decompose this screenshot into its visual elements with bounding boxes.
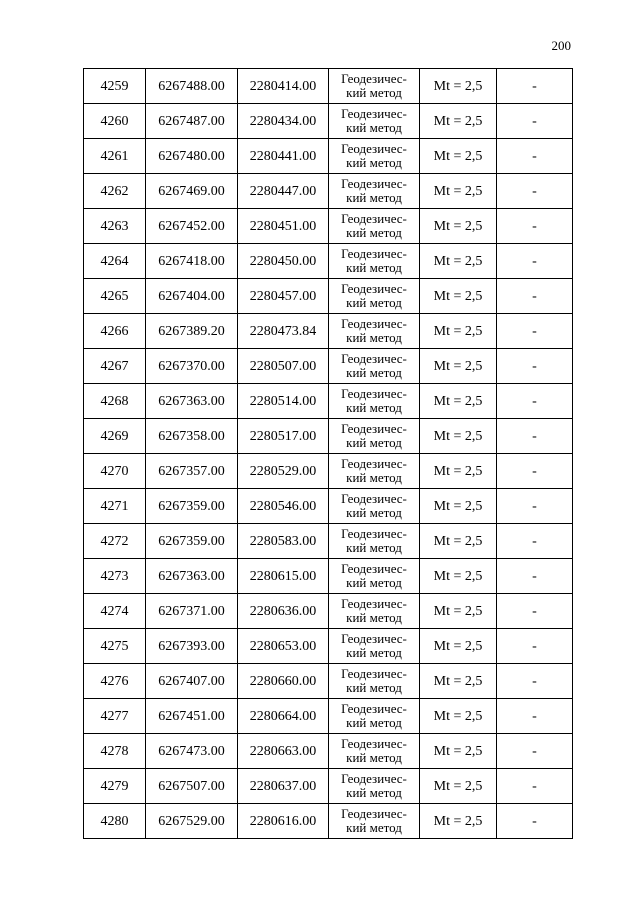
method-line-2: кий метод <box>346 295 402 310</box>
method-cell <box>329 734 420 769</box>
point-number-cell: 4272 <box>84 524 146 559</box>
method-line-2: кий метод <box>346 470 402 485</box>
table-row <box>84 769 573 804</box>
method-line-2: кий метод <box>346 540 402 555</box>
method-cell <box>329 524 420 559</box>
method-cell <box>329 559 420 594</box>
table-row <box>84 279 573 314</box>
y-coordinate-cell: 2280473.84 <box>238 314 329 349</box>
accuracy-cell: Mt = 2,5 <box>420 454 497 489</box>
x-coordinate-cell: 6267363.00 <box>146 384 238 419</box>
point-number-cell: 4269 <box>84 419 146 454</box>
method-cell <box>329 314 420 349</box>
table-row <box>84 489 573 524</box>
point-number-cell: 4259 <box>84 69 146 104</box>
method-line-2: кий метод <box>346 330 402 345</box>
accuracy-cell: Mt = 2,5 <box>420 174 497 209</box>
method-line-2: кий метод <box>346 225 402 240</box>
method-line-2: кий метод <box>346 820 402 835</box>
point-number-cell: 4263 <box>84 209 146 244</box>
method-cell <box>329 279 420 314</box>
x-coordinate-cell: 6267359.00 <box>146 524 238 559</box>
accuracy-cell: Mt = 2,5 <box>420 244 497 279</box>
point-number-cell: 4266 <box>84 314 146 349</box>
x-coordinate-cell: 6267389.20 <box>146 314 238 349</box>
x-coordinate-cell: 6267452.00 <box>146 209 238 244</box>
method-cell <box>329 804 420 839</box>
table-row <box>84 419 573 454</box>
point-number-cell: 4271 <box>84 489 146 524</box>
method-line-1: Геодезичес- <box>341 631 407 646</box>
y-coordinate-cell: 2280414.00 <box>238 69 329 104</box>
y-coordinate-cell: 2280663.00 <box>238 734 329 769</box>
method-cell <box>329 594 420 629</box>
x-coordinate-cell: 6267451.00 <box>146 699 238 734</box>
note-cell: - <box>497 769 573 804</box>
method-line-1: Геодезичес- <box>341 771 407 786</box>
accuracy-cell: Mt = 2,5 <box>420 559 497 594</box>
method-line-1: Геодезичес- <box>341 176 407 191</box>
y-coordinate-cell: 2280546.00 <box>238 489 329 524</box>
method-line-1: Геодезичес- <box>341 421 407 436</box>
y-coordinate-cell: 2280636.00 <box>238 594 329 629</box>
note-cell: - <box>497 804 573 839</box>
point-number-cell: 4278 <box>84 734 146 769</box>
method-line-2: кий метод <box>346 715 402 730</box>
method-cell <box>329 104 420 139</box>
table-row <box>84 804 573 839</box>
note-cell: - <box>497 524 573 559</box>
note-cell: - <box>497 174 573 209</box>
x-coordinate-cell: 6267488.00 <box>146 69 238 104</box>
method-line-1: Геодезичес- <box>341 106 407 121</box>
method-cell <box>329 139 420 174</box>
y-coordinate-cell: 2280450.00 <box>238 244 329 279</box>
table-row <box>84 454 573 489</box>
x-coordinate-cell: 6267363.00 <box>146 559 238 594</box>
x-coordinate-cell: 6267480.00 <box>146 139 238 174</box>
method-line-1: Геодезичес- <box>341 386 407 401</box>
table-row <box>84 349 573 384</box>
table-row <box>84 314 573 349</box>
method-line-1: Геодезичес- <box>341 596 407 611</box>
page-number: 200 <box>551 38 571 53</box>
x-coordinate-cell: 6267359.00 <box>146 489 238 524</box>
method-line-1: Геодезичес- <box>341 561 407 576</box>
x-coordinate-cell: 6267404.00 <box>146 279 238 314</box>
accuracy-cell: Mt = 2,5 <box>420 69 497 104</box>
method-cell <box>329 454 420 489</box>
y-coordinate-cell: 2280434.00 <box>238 104 329 139</box>
note-cell: - <box>497 454 573 489</box>
point-number-cell: 4279 <box>84 769 146 804</box>
note-cell: - <box>497 209 573 244</box>
method-line-1: Геодезичес- <box>341 526 407 541</box>
method-line-2: кий метод <box>346 575 402 590</box>
accuracy-cell: Mt = 2,5 <box>420 769 497 804</box>
point-number-cell: 4270 <box>84 454 146 489</box>
note-cell: - <box>497 104 573 139</box>
method-line-2: кий метод <box>346 155 402 170</box>
table-row <box>84 244 573 279</box>
x-coordinate-cell: 6267407.00 <box>146 664 238 699</box>
method-line-2: кий метод <box>346 505 402 520</box>
point-number-cell: 4264 <box>84 244 146 279</box>
method-line-2: кий метод <box>346 785 402 800</box>
note-cell: - <box>497 384 573 419</box>
method-line-1: Геодезичес- <box>341 71 407 86</box>
note-cell: - <box>497 699 573 734</box>
y-coordinate-cell: 2280616.00 <box>238 804 329 839</box>
method-cell <box>329 699 420 734</box>
y-coordinate-cell: 2280653.00 <box>238 629 329 664</box>
y-coordinate-cell: 2280660.00 <box>238 664 329 699</box>
x-coordinate-cell: 6267469.00 <box>146 174 238 209</box>
note-cell: - <box>497 314 573 349</box>
method-line-1: Геодезичес- <box>341 211 407 226</box>
y-coordinate-cell: 2280664.00 <box>238 699 329 734</box>
method-line-2: кий метод <box>346 365 402 380</box>
y-coordinate-cell: 2280457.00 <box>238 279 329 314</box>
table-row <box>84 209 573 244</box>
table-row <box>84 174 573 209</box>
note-cell: - <box>497 244 573 279</box>
method-cell <box>329 489 420 524</box>
accuracy-cell: Mt = 2,5 <box>420 279 497 314</box>
method-cell <box>329 69 420 104</box>
method-line-1: Геодезичес- <box>341 281 407 296</box>
accuracy-cell: Mt = 2,5 <box>420 489 497 524</box>
x-coordinate-cell: 6267473.00 <box>146 734 238 769</box>
accuracy-cell: Mt = 2,5 <box>420 699 497 734</box>
method-line-2: кий метод <box>346 260 402 275</box>
accuracy-cell: Mt = 2,5 <box>420 209 497 244</box>
note-cell: - <box>497 349 573 384</box>
method-line-2: кий метод <box>346 680 402 695</box>
x-coordinate-cell: 6267358.00 <box>146 419 238 454</box>
method-cell <box>329 349 420 384</box>
method-cell <box>329 769 420 804</box>
accuracy-cell: Mt = 2,5 <box>420 664 497 699</box>
method-line-1: Геодезичес- <box>341 701 407 716</box>
method-line-1: Геодезичес- <box>341 246 407 261</box>
y-coordinate-cell: 2280517.00 <box>238 419 329 454</box>
x-coordinate-cell: 6267370.00 <box>146 349 238 384</box>
method-line-1: Геодезичес- <box>341 141 407 156</box>
method-line-2: кий метод <box>346 750 402 765</box>
method-cell <box>329 209 420 244</box>
point-number-cell: 4265 <box>84 279 146 314</box>
method-line-2: кий метод <box>346 435 402 450</box>
point-number-cell: 4261 <box>84 139 146 174</box>
y-coordinate-cell: 2280529.00 <box>238 454 329 489</box>
y-coordinate-cell: 2280507.00 <box>238 349 329 384</box>
note-cell: - <box>497 594 573 629</box>
y-coordinate-cell: 2280441.00 <box>238 139 329 174</box>
x-coordinate-cell: 6267371.00 <box>146 594 238 629</box>
method-cell <box>329 174 420 209</box>
note-cell: - <box>497 664 573 699</box>
table-row <box>84 559 573 594</box>
y-coordinate-cell: 2280514.00 <box>238 384 329 419</box>
point-number-cell: 4276 <box>84 664 146 699</box>
point-number-cell: 4260 <box>84 104 146 139</box>
method-cell <box>329 629 420 664</box>
point-number-cell: 4277 <box>84 699 146 734</box>
note-cell: - <box>497 139 573 174</box>
table-body <box>84 69 573 839</box>
y-coordinate-cell: 2280451.00 <box>238 209 329 244</box>
method-cell <box>329 664 420 699</box>
table-row <box>84 524 573 559</box>
point-number-cell: 4267 <box>84 349 146 384</box>
accuracy-cell: Mt = 2,5 <box>420 594 497 629</box>
accuracy-cell: Mt = 2,5 <box>420 139 497 174</box>
table-row <box>84 384 573 419</box>
note-cell: - <box>497 419 573 454</box>
accuracy-cell: Mt = 2,5 <box>420 419 497 454</box>
note-cell: - <box>497 69 573 104</box>
method-line-1: Геодезичес- <box>341 456 407 471</box>
table-row <box>84 139 573 174</box>
accuracy-cell: Mt = 2,5 <box>420 349 497 384</box>
x-coordinate-cell: 6267357.00 <box>146 454 238 489</box>
note-cell: - <box>497 629 573 664</box>
note-cell: - <box>497 559 573 594</box>
accuracy-cell: Mt = 2,5 <box>420 629 497 664</box>
x-coordinate-cell: 6267507.00 <box>146 769 238 804</box>
x-coordinate-cell: 6267418.00 <box>146 244 238 279</box>
method-line-1: Геодезичес- <box>341 806 407 821</box>
table-row <box>84 734 573 769</box>
table-row <box>84 699 573 734</box>
y-coordinate-cell: 2280615.00 <box>238 559 329 594</box>
method-line-1: Геодезичес- <box>341 666 407 681</box>
method-line-2: кий метод <box>346 400 402 415</box>
coordinates-table <box>83 68 573 839</box>
x-coordinate-cell: 6267487.00 <box>146 104 238 139</box>
table-row <box>84 629 573 664</box>
table-row <box>84 594 573 629</box>
method-cell <box>329 244 420 279</box>
point-number-cell: 4275 <box>84 629 146 664</box>
accuracy-cell: Mt = 2,5 <box>420 524 497 559</box>
accuracy-cell: Mt = 2,5 <box>420 804 497 839</box>
table-row <box>84 69 573 104</box>
method-cell <box>329 419 420 454</box>
method-cell <box>329 384 420 419</box>
method-line-2: кий метод <box>346 85 402 100</box>
y-coordinate-cell: 2280447.00 <box>238 174 329 209</box>
method-line-2: кий метод <box>346 190 402 205</box>
note-cell: - <box>497 734 573 769</box>
y-coordinate-cell: 2280583.00 <box>238 524 329 559</box>
accuracy-cell: Mt = 2,5 <box>420 734 497 769</box>
table-row <box>84 104 573 139</box>
x-coordinate-cell: 6267393.00 <box>146 629 238 664</box>
method-line-1: Геодезичес- <box>341 491 407 506</box>
y-coordinate-cell: 2280637.00 <box>238 769 329 804</box>
accuracy-cell: Mt = 2,5 <box>420 384 497 419</box>
method-line-1: Геодезичес- <box>341 351 407 366</box>
point-number-cell: 4268 <box>84 384 146 419</box>
accuracy-cell: Mt = 2,5 <box>420 314 497 349</box>
accuracy-cell: Mt = 2,5 <box>420 104 497 139</box>
point-number-cell: 4262 <box>84 174 146 209</box>
table-row <box>84 664 573 699</box>
point-number-cell: 4274 <box>84 594 146 629</box>
method-line-1: Геодезичес- <box>341 316 407 331</box>
point-number-cell: 4280 <box>84 804 146 839</box>
note-cell: - <box>497 489 573 524</box>
note-cell: - <box>497 279 573 314</box>
method-line-2: кий метод <box>346 610 402 625</box>
method-line-2: кий метод <box>346 645 402 660</box>
method-line-1: Геодезичес- <box>341 736 407 751</box>
point-number-cell: 4273 <box>84 559 146 594</box>
method-line-2: кий метод <box>346 120 402 135</box>
x-coordinate-cell: 6267529.00 <box>146 804 238 839</box>
